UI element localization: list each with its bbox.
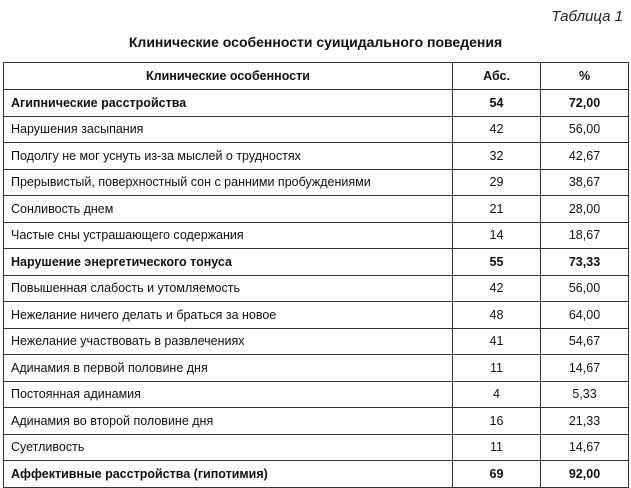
cell-abs: 11: [453, 434, 541, 461]
cell-feature: Нежелание участвовать в развлечениях: [4, 328, 453, 355]
table-row: [4, 355, 629, 382]
table-row: [4, 328, 629, 355]
header-percent: %: [541, 63, 629, 90]
cell-percent: 73,33: [541, 249, 629, 276]
cell-abs: 21: [453, 196, 541, 223]
cell-abs: 41: [453, 328, 541, 355]
cell-percent: 56,00: [541, 116, 629, 143]
cell-feature: Адинамия во второй половине дня: [4, 408, 453, 435]
table-header-row: [4, 63, 629, 90]
cell-percent: 92,00: [541, 461, 629, 488]
cell-percent: 21,33: [541, 408, 629, 435]
cell-feature: Подолгу не мог уснуть из-за мыслей о трудностях: [4, 143, 453, 170]
cell-percent: 14,67: [541, 434, 629, 461]
cell-abs: 14: [453, 222, 541, 249]
cell-feature: Агипнические расстройства: [4, 90, 453, 117]
cell-abs: 32: [453, 143, 541, 170]
cell-abs: 54: [453, 90, 541, 117]
cell-percent: 72,00: [541, 90, 629, 117]
cell-percent: 14,67: [541, 355, 629, 382]
cell-abs: 69: [453, 461, 541, 488]
table-row: [4, 302, 629, 329]
table-caption: Таблица 1: [551, 8, 623, 25]
clinical-features-table: [3, 62, 629, 488]
cell-feature: Частые сны устрашающего содержания: [4, 222, 453, 249]
cell-feature: Нарушение энергетического тонуса: [4, 249, 453, 276]
table-body: [4, 90, 629, 488]
cell-feature: Постоянная адинамия: [4, 381, 453, 408]
cell-percent: 42,67: [541, 143, 629, 170]
cell-abs: 29: [453, 169, 541, 196]
cell-percent: 28,00: [541, 196, 629, 223]
cell-percent: 5,33: [541, 381, 629, 408]
cell-feature: Повышенная слабость и утомляемость: [4, 275, 453, 302]
table-row: [4, 461, 629, 488]
table-row: [4, 381, 629, 408]
cell-abs: 55: [453, 249, 541, 276]
table-row: [4, 196, 629, 223]
table-row: [4, 408, 629, 435]
cell-feature: Нежелание ничего делать и браться за новое: [4, 302, 453, 329]
cell-abs: 48: [453, 302, 541, 329]
table-row: [4, 90, 629, 117]
header-abs: Абс.: [453, 63, 541, 90]
cell-percent: 64,00: [541, 302, 629, 329]
table-row: [4, 275, 629, 302]
cell-feature: Прерывистый, поверхностный сон с ранними пробуждениями: [4, 169, 453, 196]
table-row: [4, 249, 629, 276]
cell-abs: 11: [453, 355, 541, 382]
cell-abs: 16: [453, 408, 541, 435]
table-row: [4, 169, 629, 196]
table-row: [4, 434, 629, 461]
table-title: Клинические особенности суицидального поведения: [128, 34, 503, 50]
cell-abs: 42: [453, 275, 541, 302]
cell-abs: 42: [453, 116, 541, 143]
header-feature: Клинические особенности: [4, 63, 453, 90]
cell-percent: 38,67: [541, 169, 629, 196]
cell-feature: Аффективные расстройства (гипотимия): [4, 461, 453, 488]
cell-feature: Сонливость днем: [4, 196, 453, 223]
cell-percent: 56,00: [541, 275, 629, 302]
table-row: [4, 222, 629, 249]
cell-feature: Суетливость: [4, 434, 453, 461]
cell-feature: Адинамия в первой половине дня: [4, 355, 453, 382]
cell-feature: Нарушения засыпания: [4, 116, 453, 143]
cell-percent: 54,67: [541, 328, 629, 355]
cell-percent: 18,67: [541, 222, 629, 249]
table-row: [4, 116, 629, 143]
cell-abs: 4: [453, 381, 541, 408]
table-row: [4, 143, 629, 170]
